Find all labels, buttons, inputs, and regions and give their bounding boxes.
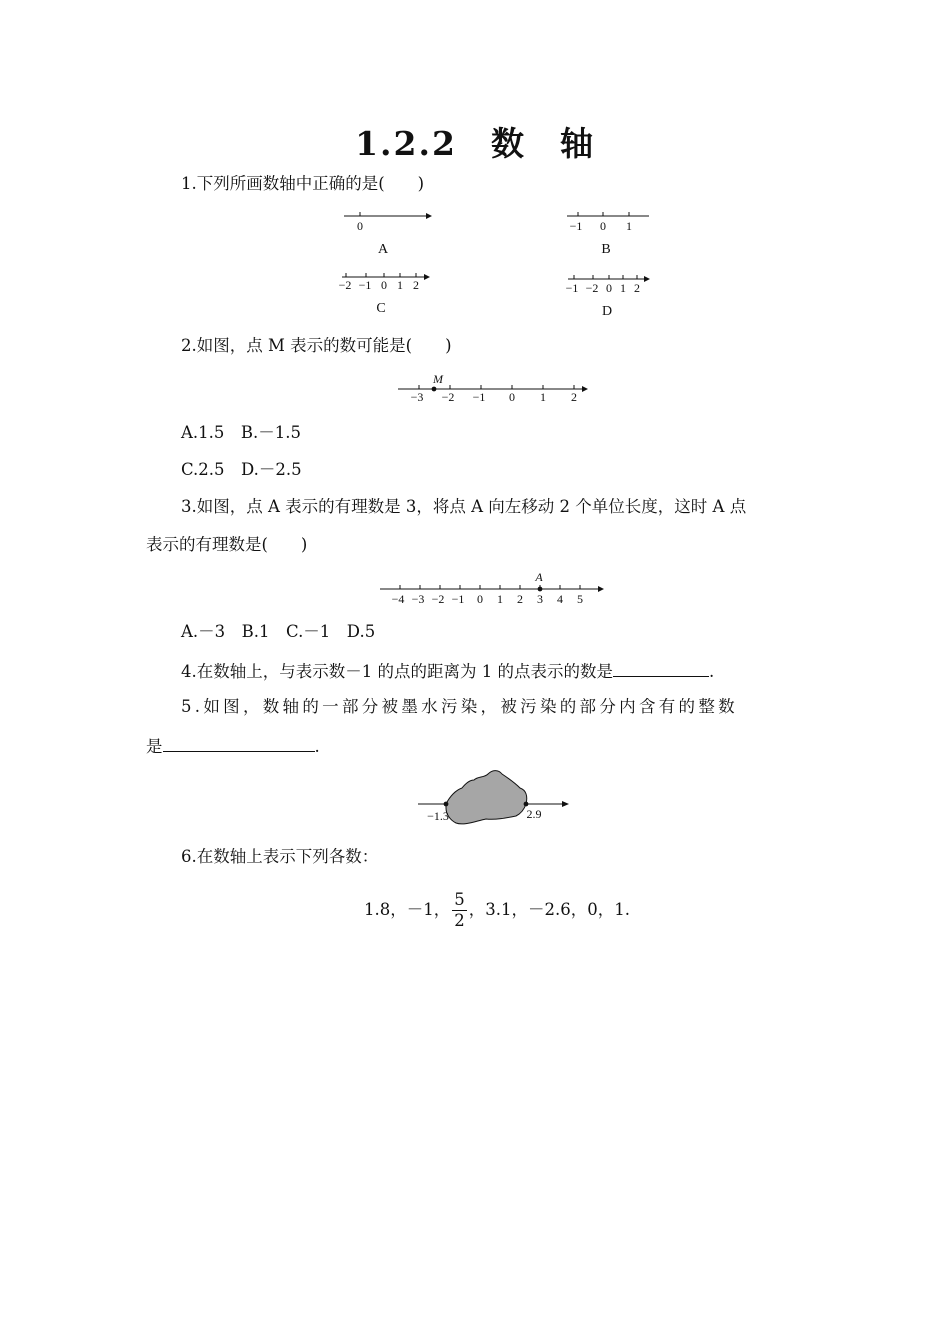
q3-tick-label: −1 [451,592,465,606]
q1-d-tick-label: 2 [634,281,640,295]
q1-option-b-numberline [563,206,658,262]
q1-d-tick-label: −2 [585,281,599,295]
q1-option-c-numberline [336,268,436,318]
page-title [0,118,950,165]
q5-left-value: −1.3 [427,809,449,823]
q4-answer-blank[interactable] [613,658,709,677]
q6-part2: ，3.1，－2.6，0，1. [468,900,630,919]
q1-c-tick-label: 1 [397,278,403,292]
q1-stem: 1.下列所画数轴中正确的是( ) [181,174,425,193]
q2-options-cd: C.2.5 D.－2.5 [181,460,302,479]
q1-c-tick-label: 2 [413,278,419,292]
q5-line2 [146,733,320,759]
q5-end: . [314,737,320,756]
q3-tick-label: −2 [431,592,445,606]
q1-c-option-label: C [376,301,386,316]
q2-options-ab: A.1.5 B.－1.5 [181,423,302,442]
q3-numberline [378,568,610,610]
q4-end: . [708,662,715,681]
title-word-2: 轴 [559,124,595,163]
q5-stem-line2: 是 [146,737,163,756]
q1-b-tick-label: −1 [569,219,583,233]
q2-tick-label: 2 [571,390,577,404]
q2-point-label: M [433,372,443,386]
q3-stem-line1: 3.如图，点 A 表示的有理数是 3，将点 A 向左移动 2 个单位长度，这时 A 点 [181,497,747,516]
q1-b-tick-label: 1 [626,219,632,233]
q5-stem-line1: 5.如图，数轴的一部分被墨水污染，被污染的部分内含有的整数 [181,697,738,716]
q1-d-option-label: D [601,304,613,319]
q6-part1: 1.8，－1， [364,900,451,919]
q2-tick-label: −2 [441,390,455,404]
q1-option-a-numberline [340,206,435,262]
q1-d-tick-label: 0 [606,281,612,295]
q2-tick-label: 0 [509,390,515,404]
q1-a-option-label: A [377,242,389,257]
q1-d-tick-label: −1 [565,281,579,295]
q6-fraction [452,890,467,931]
q5-right-value: 2.9 [526,807,542,821]
q3-tick-label: −3 [411,592,425,606]
title-number: 1.2.2 [355,124,457,163]
q3-options: A.－3 B.1 C.－1 D.5 [181,622,376,641]
q3-tick-label: −4 [391,592,405,606]
q6-numbers [364,888,630,932]
q5-ink-numberline [416,768,576,826]
title-word-1: 数 [490,124,526,163]
q3-tick-label: 1 [497,592,503,606]
q1-d-tick-label: 1 [620,281,626,295]
q6-stem: 6.在数轴上表示下列各数： [181,847,379,866]
q1-c-tick-label: −2 [338,278,352,292]
q4-stem: 4.在数轴上，与表示数－1 的点的距离为 1 的点表示的数是 [181,662,613,681]
q2-stem: 2.如图，点 M 表示的数可能是( ) [181,336,452,355]
q1-option-d-numberline [562,270,657,320]
q1-a-tick-label: 0 [357,219,363,233]
q3-tick-label: 4 [557,592,563,606]
q3-tick-label: 5 [577,592,583,606]
q3-stem-line2: 表示的有理数是( ) [146,535,308,554]
q1-c-tick-label: 0 [381,278,387,292]
q2-tick-label: −1 [472,390,486,404]
q3-tick-label: 2 [517,592,523,606]
ink-blot [446,771,527,824]
q2-numberline [396,372,596,406]
q2-tick-label: −3 [410,390,424,404]
q2-tick-label: 1 [540,390,546,404]
q5-answer-blank[interactable] [163,733,315,752]
q1-c-tick-label: −1 [358,278,372,292]
q1-b-option-label: B [601,242,611,257]
q1-b-tick-label: 0 [600,219,606,233]
q6-frac-denominator: 2 [454,911,465,930]
q3-tick-label: 3 [537,592,543,606]
q4-line [181,658,714,684]
q6-frac-numerator: 5 [454,890,465,909]
q3-tick-label: 0 [477,592,483,606]
q3-point-label: A [535,570,543,584]
